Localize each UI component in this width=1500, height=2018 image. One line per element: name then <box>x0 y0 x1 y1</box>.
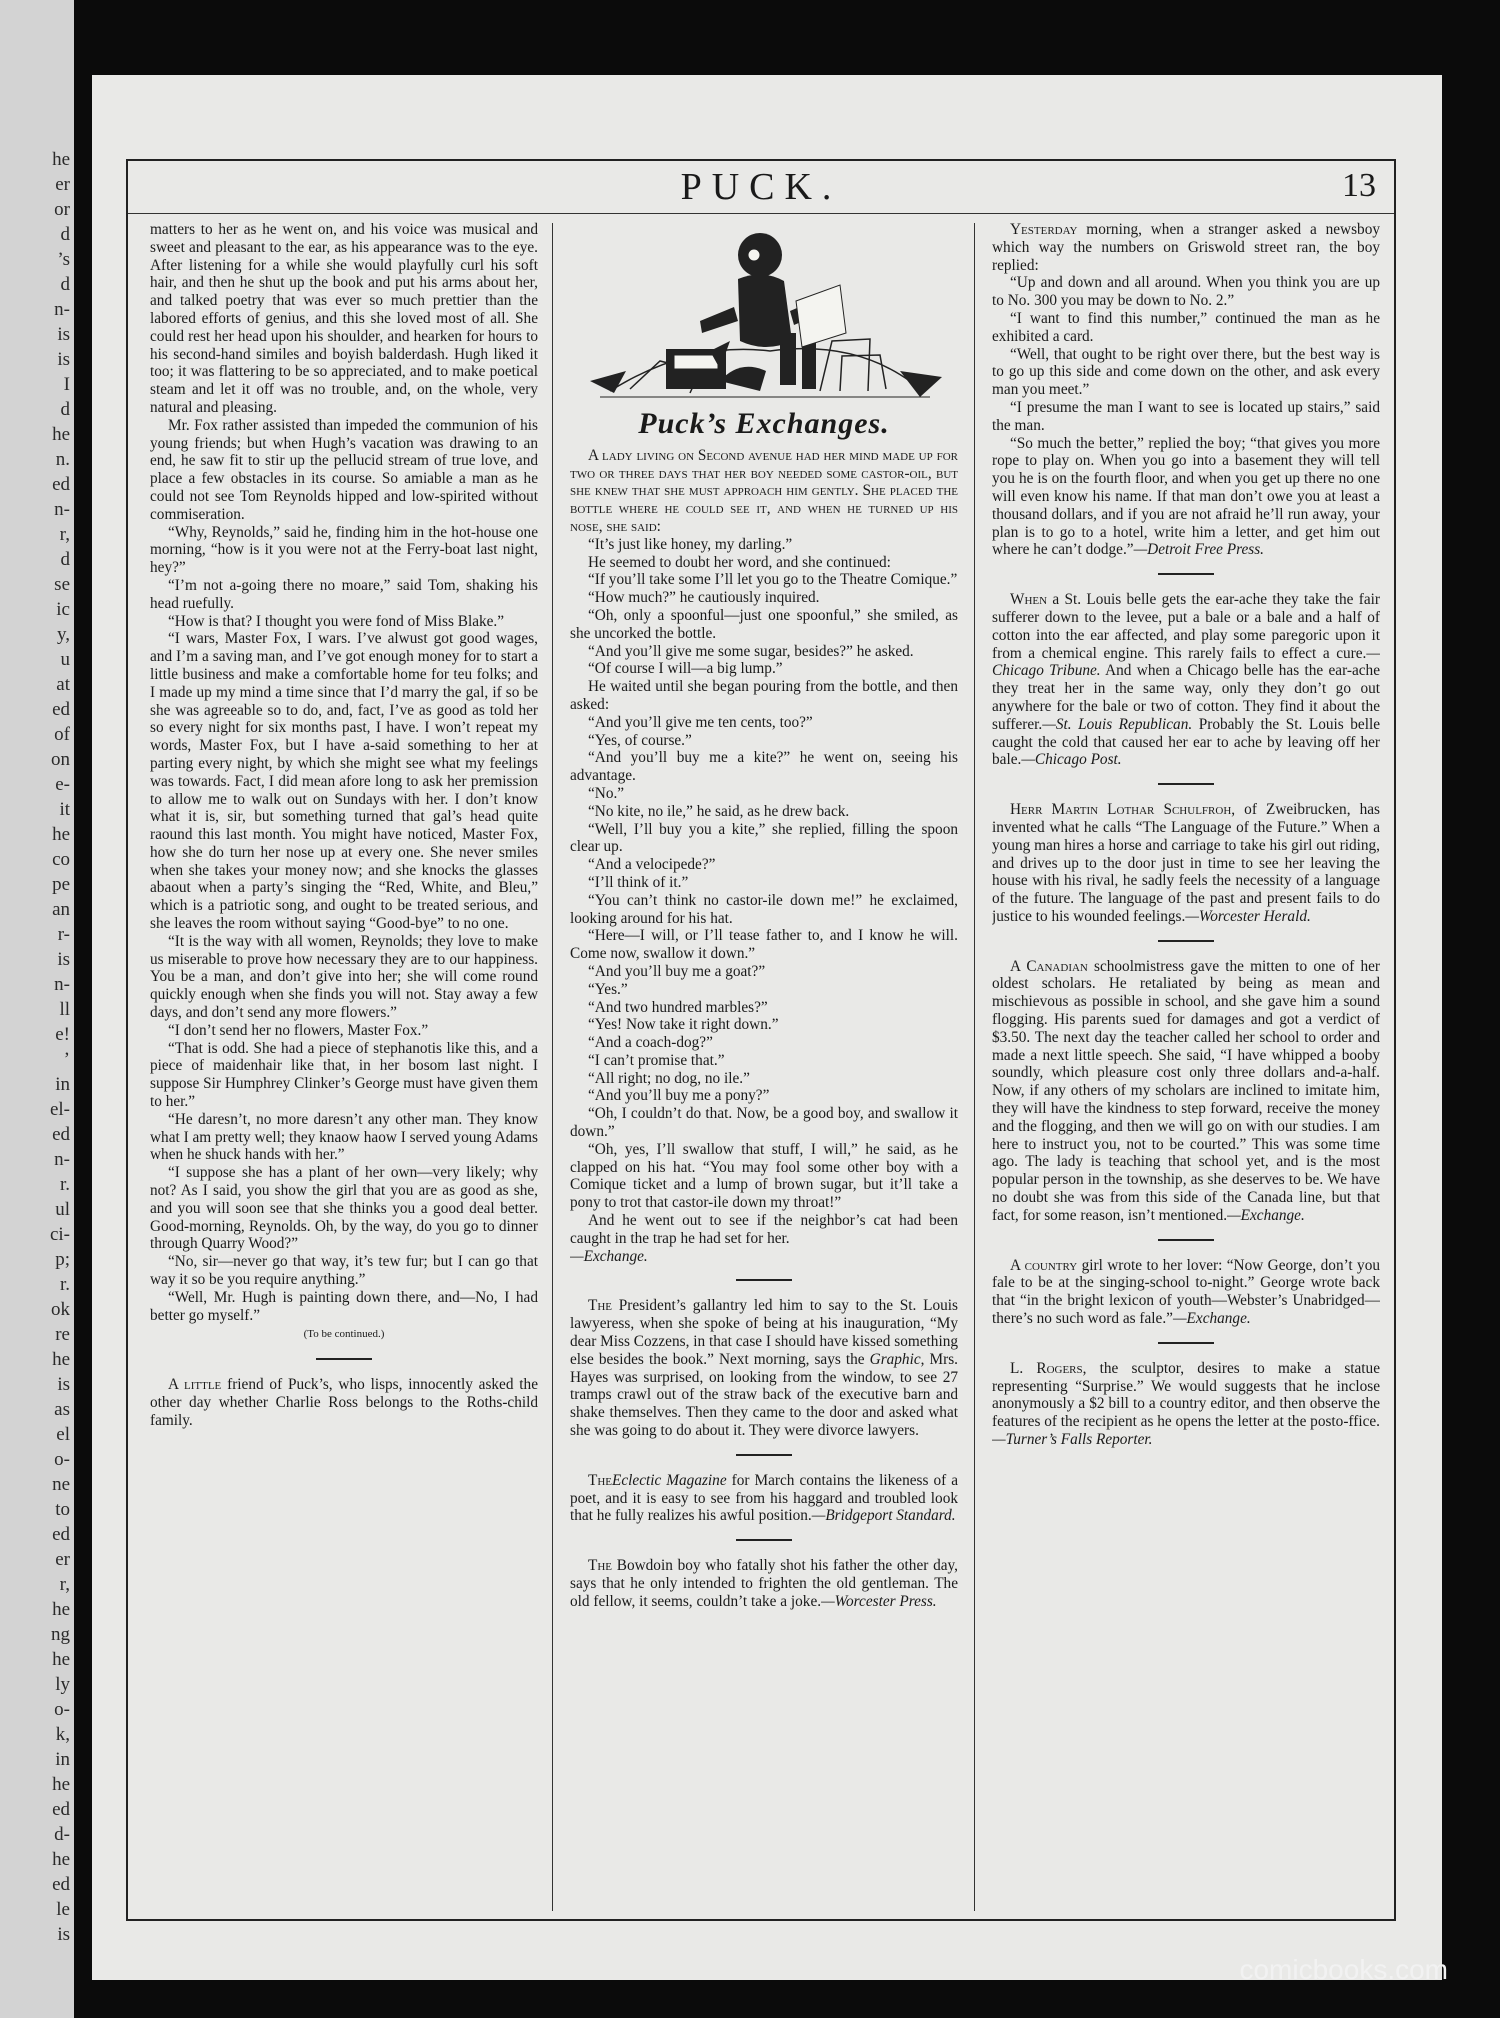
castor-oil-text: “It’s just like honey, my darling.” <box>588 535 793 553</box>
castor-oil-paragraph <box>570 1016 958 1034</box>
story-paragraph-text: “How is that? I thought you were fond of Miss Blake.” <box>168 612 505 630</box>
item-lead: The <box>588 1557 613 1575</box>
prev-page-fragment: he <box>52 1849 70 1870</box>
castor-oil-paragraph <box>570 874 958 892</box>
source-credit: —Exchange. <box>1227 1206 1305 1224</box>
story-paragraph <box>150 524 538 577</box>
story-paragraph <box>150 933 538 1022</box>
item-lead: A Canadian <box>1010 957 1088 975</box>
castor-oil-paragraph <box>570 732 958 750</box>
prev-page-fragment: d <box>60 274 70 295</box>
page-header <box>128 161 1394 214</box>
item-text: friend of Puck’s, who lisps, innocently asked the other day whether Charlie Ross belongs to the Roths-child family. <box>150 1376 538 1429</box>
source-credit: —Exchange. <box>1172 1310 1251 1328</box>
section-title: Puck’s Exchanges. <box>638 407 890 440</box>
to-be-continued <box>150 1326 538 1344</box>
item-text: , the sculptor, desires to make a statue representing “Surprise.” We would suggests that he inclose anonymously a $2 bill to a country editor, and then observe the features of the recipient as he opens the letter at the posto-ffice. <box>992 1359 1380 1431</box>
source-credit: —Detroit Free Press. <box>1133 541 1265 559</box>
prev-page-fragment: ed <box>52 1124 70 1145</box>
prev-page-fragment: se <box>54 574 70 595</box>
prev-page-fragment: it <box>59 799 70 820</box>
divider-rule <box>736 1279 792 1281</box>
castor-oil-text: “Well, I’ll buy you a kite,” she replied, filling the spoon clear up. <box>570 820 958 856</box>
prev-page-fragment: ll <box>59 999 70 1020</box>
page-number: 13 <box>1342 167 1376 204</box>
castor-oil-text: “Oh, only a spoonful—just one spoonful,” she smiled, as she uncorked the bottle. <box>570 606 958 642</box>
newsboy-paragraph <box>992 346 1380 399</box>
prev-page-fragment: ic <box>56 599 70 620</box>
divider-rule <box>1158 1239 1214 1241</box>
prev-page-fragment: n- <box>54 974 70 995</box>
item-charlie-ross <box>150 1376 538 1429</box>
castor-oil-text: “I can’t promise that.” <box>588 1051 725 1069</box>
item-lead: A little <box>168 1376 222 1394</box>
prev-page-fragment: ci- <box>49 1224 70 1245</box>
story-paragraph <box>150 577 538 613</box>
story-paragraph <box>150 613 538 631</box>
item-text: for March contains the likeness of a poet, and it is easy to see from his haggard and troubled look that he fully realizes his awful position. <box>570 1471 958 1525</box>
item-text: schoolmistress gave the mitten to one of her oldest scholars. He retaliated by being as mean and mischievous as possible in school, and she gave him a sound flogging. His parents sued for damages and got a verdict of $3.50. The next day the teacher called her school to order and made a next little speech. She said, “I have whipped a booby soundly, which pleasure cost only three dollars and-a-half. Now, if any others of my scholars are inclined to imitate him, they will have the kindness to step forward, receive the money and the flogging, and then we will go on with our studies. I am here to instruct you, not to be courted.” This was some time ago. The lady is teaching that school yet, and is the most popular person in the township, as she deserves to be. We have no doubt she was from this side of the Canada line, but that fact, for some reason, isn’t mentioned. <box>992 957 1380 1224</box>
prev-page-fragment: ’ <box>63 1049 70 1070</box>
prev-page-fragment: he <box>52 1649 70 1670</box>
item-text: a St. Louis belle gets the ear-ache they take the fair sufferer down to the levee, put a bale or a bale and a half of cotton into the ear affected, and play some paregoric upon it from a chemical engine. This rarely fails to effect a cure. <box>992 591 1380 662</box>
publication-name: Graphic <box>869 1350 921 1368</box>
item-lead: A country <box>1010 1256 1078 1274</box>
story-paragraph-text: Mr. Fox rather assisted than impeded the communion of his young friends; but when Hugh’s vacation was drawing to an end, he saw fit to stir up the pellucid stream of true love, and place a few obstacles in its course. So amiable a man as he could not see Tom Reynolds hipped and low-spirited without commiseration. <box>150 416 538 523</box>
castor-oil-paragraph <box>570 1087 958 1105</box>
prev-page-fragment: el- <box>49 1099 70 1120</box>
prev-page-fragment: le <box>56 1899 70 1920</box>
story-paragraph <box>150 1040 538 1111</box>
prev-page-fragment: e! <box>55 1024 70 1045</box>
castor-oil-paragraph <box>570 856 958 874</box>
castor-oil-text: “Yes! Now take it right down.” <box>588 1016 779 1034</box>
castor-oil-paragraph <box>570 999 958 1017</box>
story-paragraph-text: “That is odd. She had a piece of stephanotis like this, and a piece of maidenhair like that, in her bosom last night. I suppose Sir Humphrey Clinker’s George must have given them to her.” <box>150 1039 538 1111</box>
castor-oil-paragraph <box>570 571 958 589</box>
item-rogers <box>992 1360 1380 1449</box>
newsboy-paragraph <box>992 274 1380 310</box>
newsboy-text: “I want to find this number,” continued the man as he exhibited a card. <box>992 309 1380 345</box>
prev-page-fragment: ok <box>51 1299 70 1320</box>
magazine-page <box>92 75 1442 1980</box>
castor-oil-text: “And you’ll give me some sugar, besides?” he asked. <box>588 642 914 660</box>
previous-page-edge <box>0 0 74 2018</box>
castor-oil-text: He seemed to doubt her word, and she continued: <box>588 553 891 571</box>
item-lead: A lady living on Second avenue had her mind made up for two or three days that her boy needed some castor-oil, but she knew that she must approach him gently. She placed the bottle where he could see it, and when he turned up his nose, she said: <box>570 446 958 535</box>
newsboy-paragraph <box>992 310 1380 346</box>
source-credit: —Exchange. <box>570 1247 648 1265</box>
castor-oil-text: “Oh, I couldn’t do that. Now, be a good boy, and swallow it down.” <box>570 1105 958 1141</box>
prev-page-fragment: ed <box>52 699 70 720</box>
prev-page-fragment: he <box>52 1599 70 1620</box>
column-three <box>992 221 1380 1911</box>
item-stlouis <box>992 591 1380 769</box>
story-paragraph-text: “Well, Mr. Hugh is painting down there, and—No, I had better go myself.” <box>150 1288 538 1324</box>
prev-page-fragment: is <box>57 1924 70 1945</box>
item-lead: The <box>588 1471 613 1489</box>
castor-oil-text: “Oh, yes, I’ll swallow that stuff, I will,” he said, as he clapped on his hat. “You may fool some other boy with a Comique ticket and a lump of brown sugar, but it’ll take a pony to trot that castor-ile down my throat!” <box>570 1140 958 1212</box>
newsboy-text: “So much the better,” replied the boy; “that gives you more rope to play on. When you go into a basement they will tell you he is on the fourth floor, and when you get up there no one will even know his name. If that man don’t owe you at least a thousand dollars, and if you are not afraid he’ll run away, your plan is to go to a hotel, write him a letter, and get him out where he can’t dodge.” <box>992 434 1380 559</box>
source-credit: —Turner’s Falls Reporter. <box>992 1431 1153 1449</box>
castor-oil-text: “And a velocipede?” <box>588 856 716 874</box>
column-one <box>150 221 538 1911</box>
source-line <box>570 1248 958 1266</box>
prev-page-fragment: n- <box>54 299 70 320</box>
item-country <box>992 1257 1380 1328</box>
prev-page-fragment: at <box>56 674 70 695</box>
castor-oil-text: “Here—I will, or I’ll tease father to, and I know he will. Come now, swallow it down.” <box>570 927 958 963</box>
story-paragraph-text: “It is the way with all women, Reynolds; they love to make us miserable to prove how necessary they are to our happiness. You be a man, and don’t give into her; she will come round quickly enough when she finds you will not. Stay away a few days, and don’t send any more flowers.” <box>150 932 538 1022</box>
prev-page-fragment: d <box>60 224 70 245</box>
item-lead: The <box>588 1297 613 1315</box>
prev-page-fragment: ng <box>51 1624 70 1645</box>
column-two <box>570 221 958 1911</box>
castor-oil-text: “Of course I will—a big lump.” <box>588 660 783 678</box>
prev-page-fragment: ed <box>52 1524 70 1545</box>
castor-oil-text: And he went out to see if the neighbor’s cat had been caught in the trap he had set for her. <box>570 1212 958 1247</box>
item-newsboy <box>992 221 1380 274</box>
story-paragraph <box>150 1022 538 1040</box>
source-credit: —Chicago Post. <box>1021 751 1122 769</box>
exchanges-illustration <box>570 221 958 409</box>
castor-oil-paragraph <box>570 1034 958 1052</box>
story-paragraph <box>150 1111 538 1164</box>
prev-page-fragment: he <box>52 1774 70 1795</box>
divider-rule <box>736 1454 792 1456</box>
castor-oil-paragraph <box>570 678 958 714</box>
castor-oil-text: “And you’ll buy me a pony?” <box>588 1087 770 1105</box>
castor-oil-text: “And a coach-dog?” <box>588 1034 713 1052</box>
castor-oil-paragraph <box>570 1141 958 1212</box>
column-rule-left <box>552 223 553 1911</box>
prev-page-fragment: ne <box>52 1474 70 1495</box>
castor-oil-paragraph <box>570 963 958 981</box>
prev-page-fragment: d <box>60 549 70 570</box>
source-credit: —St. Louis Republican. <box>1042 715 1193 733</box>
castor-oil-paragraph <box>570 554 958 572</box>
castor-oil-paragraph <box>570 749 958 785</box>
prev-page-fragment: r. <box>59 1174 70 1195</box>
castor-oil-text: “No.” <box>588 784 625 802</box>
castor-oil-paragraph <box>570 1052 958 1070</box>
castor-oil-paragraph <box>570 821 958 857</box>
prev-page-fragment: k, <box>55 1724 70 1745</box>
item-lead: Herr Martin Lothar Schulfroh <box>1010 801 1232 819</box>
prev-page-fragment: ed <box>52 1799 70 1820</box>
prev-page-fragment: an <box>52 899 70 920</box>
item-text: , of Zweibrucken, has invented what he calls “The Language of the Future.” When a young man hires a horse and carriage to take his girl out riding, and drives up to the door just in time to see her leaving the house with his rival, he sadly feels the necessity of a language of the future. The language of the past and present fails to do justice to his wounded feelings. <box>992 801 1380 925</box>
newsboy-text: “Well, that ought to be right over there, but the best way is to go up this side and come down on the other, and ask every man you meet.” <box>992 345 1380 399</box>
item-text: And when a Chicago belle has the ear-ache they treat her in the same way, only they don’t go out anywhere for the bale or two of cotton. They find it about the sufferer. <box>992 662 1380 733</box>
castor-oil-text: “Yes.” <box>588 980 628 998</box>
divider-rule <box>316 1358 372 1360</box>
prev-page-fragment: he <box>52 149 70 170</box>
prev-page-fragment: er <box>55 1549 70 1570</box>
prev-page-fragment: ed <box>52 474 70 495</box>
castor-oil-paragraph <box>570 785 958 803</box>
prev-page-fragment: re <box>55 1324 70 1345</box>
item-lead: Yesterday <box>1010 221 1078 238</box>
story-paragraph-text: matters to her as he went on, and his voice was musical and sweet and pleasant to the ear, as his appearance was to the eye. After listening for a while she would playfully curl his soft hair, and then he shut up the book and put his arms about her, and talked poetry that was ever so much prettier than the labored efforts of genius, and this she loved most of all. She could rest her head upon his shoulder, and hearken for hours to his second-hand similes and boyish balderdash. Hugh liked it too; it was flattering to be so appreciated, and to make poetical steam and let it off was no trouble, and, on the whole, very natural and pleasing. <box>150 221 538 416</box>
prev-page-fragment: ’s <box>57 249 70 270</box>
item-text: girl wrote to her lover: “Now George, don’t you fale to be at the singing-school to-night.” George wrote back that “in the bright lexicon of youth—Webster’s Unabridged—there’s no such word as fale.” <box>992 1256 1380 1328</box>
castor-oil-text: “Yes, of course.” <box>588 731 692 749</box>
prev-page-fragment: el <box>56 1424 70 1445</box>
castor-oil-paragraph <box>570 981 958 999</box>
item-president <box>570 1297 958 1439</box>
castor-oil-text: “No kite, no ile,” he said, as he drew back. <box>588 802 850 820</box>
to-be-continued-text: (To be continued.) <box>303 1328 385 1341</box>
prev-page-fragment: r. <box>59 1274 70 1295</box>
story-paragraph <box>150 630 538 933</box>
prev-page-fragment: pe <box>52 874 70 895</box>
castor-oil-paragraph <box>570 803 958 821</box>
castor-oil-text: “I’ll think of it.” <box>588 873 689 891</box>
item-lead: When <box>1010 591 1048 609</box>
divider-rule <box>1158 940 1214 942</box>
prev-page-fragment: is <box>57 1374 70 1395</box>
prev-page-fragment: ly <box>55 1674 70 1695</box>
castor-oil-text: He waited until she began pouring from the bottle, and then asked: <box>570 678 958 713</box>
castor-oil-text: “All right; no dog, no ile.” <box>588 1069 750 1087</box>
prev-page-fragment: r, <box>59 1574 70 1595</box>
castor-oil-paragraph <box>570 714 958 732</box>
site-watermark: comicbooks.com <box>1239 1954 1448 1985</box>
story-paragraph <box>150 1289 538 1325</box>
castor-oil-paragraph <box>570 660 958 678</box>
castor-oil-text: “How much?” he cautiously inquired. <box>588 589 820 607</box>
item-text: morning, when a stranger asked a newsboy which way the numbers on Griswold street ran, the boy replied: <box>992 221 1380 274</box>
prev-page-fragment: d <box>60 399 70 420</box>
prev-page-fragment: of <box>54 724 70 745</box>
castor-oil-paragraph <box>570 892 958 928</box>
castor-oil-text: “And you’ll buy me a goat?” <box>588 962 766 980</box>
castor-oil-text: “You can’t think no castor-ile down me!” he exclaimed, looking around for his hat. <box>570 891 958 927</box>
story-paragraph-text: “I don’t send her no flowers, Master Fox.” <box>168 1021 429 1039</box>
prev-page-fragment: y, <box>56 624 70 645</box>
prev-page-fragment: to <box>55 1499 70 1520</box>
story-paragraph <box>150 1253 538 1289</box>
cherub-reading-papers-icon <box>570 221 958 409</box>
prev-page-fragment: he <box>52 1349 70 1370</box>
prev-page-fragment: ed <box>52 1874 70 1895</box>
page-frame <box>126 159 1396 1921</box>
castor-oil-text: “And you’ll buy me a kite?” he went on, seeing his advantage. <box>570 749 958 785</box>
prev-page-fragment: as <box>54 1399 70 1420</box>
castor-oil-paragraph <box>570 1212 958 1248</box>
newsboy-text: “I presume the man I want to see is located up stairs,” said the man. <box>992 398 1380 434</box>
masthead-title: PUCK. <box>680 166 842 208</box>
story-paragraph-text: “I’m not a-going there no moare,” said Tom, shaking his head ruefully. <box>150 576 538 612</box>
story-paragraph-text: “I suppose she has a plant of her own—very likely; why not? As I said, you show the girl that you are as good as she, and you will soon see that she thinks you a good deal better. Good-morning, Reynolds. Oh, by the way, do you go to dinner through Quarry Wood?” <box>150 1164 538 1253</box>
castor-oil-paragraph <box>570 607 958 643</box>
prev-page-fragment: is <box>57 949 70 970</box>
source-credit: —Chicago Tribune. <box>992 644 1380 680</box>
item-lead: L. Rogers <box>1010 1359 1083 1377</box>
castor-oil-text: “If you’ll take some I’ll let you go to the Theatre Comique.” <box>588 571 958 589</box>
prev-page-fragment: he <box>52 424 70 445</box>
source-credit: —Worcester Herald. <box>1185 907 1311 925</box>
prev-page-fragment: n. <box>55 449 70 470</box>
column-two-body <box>570 447 958 1611</box>
prev-page-fragment: p; <box>55 1249 70 1270</box>
story-paragraph-text: “I wars, Master Fox, I wars. I’ve alwust got good wages, and I’m a saving man, and I’ve got enough money for to start a little business and make a comfortable home for teu folks; and I made up my mind a time since that I’d marry the gal, if so be she was agreeable so to do, and, fact, I’ve as good as told her so every night for six months past, I have. I won’t repeat my words, Master Fox, but I have a-said something to her at parting every night, by which she might see what my feelings was towards. Fact, I did mean afore long to ask her premission to allow me to walk out on Sundays with her. I don’t know what it is, sir, but something turned that gal’s head quite raound this last month. You might have noticed, Master Fox, how she do turn her nose up at every one. She never smiles when she takes your money now; and she knocks the glasses abaout when a party’s singing the “Red, White, and Bleu,” which is a patriotic song, and ought to be treated serious, and she leaves the room without saying “Good-bye” to no one. <box>150 630 538 933</box>
divider-rule <box>1158 573 1214 575</box>
newsboy-paragraph <box>992 435 1380 560</box>
item-text: President’s gallantry led him to say to the St. Louis lawyeress, when she spoke of being at his inauguration, “My dear Miss Cozzens, in that case I should have kissed something else besides the book.” Next morning, says the <box>570 1297 958 1368</box>
item-text: , Mrs. Hayes was surprised, on looking from the window, to see 27 tramps crawl out of the straw back of the executive barn and shake themselves. Then they came to the door and asked what she was going to do about it. They were divorce lawyers. <box>570 1350 958 1440</box>
story-paragraph <box>150 221 538 417</box>
castor-oil-paragraph <box>570 1105 958 1141</box>
item-text: Bowdoin boy who fatally shot his father the other day, says that he only intended to frighten the old gentleman. The old fellow, it seems, couldn’t take a joke. <box>570 1557 958 1610</box>
publication-name: Eclectic Magazine <box>612 1471 727 1489</box>
prev-page-fragment: o- <box>54 1699 70 1720</box>
prev-page-fragment: ul <box>55 1199 70 1220</box>
newsboy-text: “Up and down and all around. When you think you are up to No. 300 you may be down to No. 2.” <box>992 274 1380 310</box>
prev-page-fragment: r, <box>59 524 70 545</box>
prev-page-fragment: d- <box>54 1824 70 1845</box>
item-eclectic <box>570 1472 958 1525</box>
castor-oil-paragraph <box>570 643 958 661</box>
column-rule-right <box>974 223 975 1911</box>
story-paragraph <box>150 1164 538 1253</box>
castor-oil-paragraph <box>570 589 958 607</box>
divider-rule <box>736 1539 792 1541</box>
item-herr <box>992 801 1380 926</box>
prev-page-fragment: n- <box>54 499 70 520</box>
newsboy-paragraph <box>992 399 1380 435</box>
castor-oil-paragraph <box>570 536 958 554</box>
prev-page-fragment: is <box>57 324 70 345</box>
castor-oil-text: “And two hundred marbles?” <box>588 998 768 1016</box>
castor-oil-text: “And you’ll give me ten cents, too?” <box>588 713 813 731</box>
prev-page-fragment: n- <box>54 1149 70 1170</box>
story-paragraph-text: “He daresn’t, no more daresn’t any other man. They know what I am pretty well; they knaow haow I served young Adams when he shuck hands with her.” <box>150 1110 538 1164</box>
castor-oil-paragraph <box>570 447 958 536</box>
castor-oil-paragraph <box>570 1070 958 1088</box>
prev-page-fragment: on <box>51 749 70 770</box>
prev-page-fragment: co <box>52 849 70 870</box>
prev-page-fragment: is <box>57 349 70 370</box>
prev-page-fragment: I <box>63 374 70 395</box>
story-paragraph-text: “Why, Reynolds,” said he, finding him in the hot-house one morning, “how is it you were not at the Ferry-boat last night, hey?” <box>150 523 538 577</box>
item-canadian <box>992 958 1380 1225</box>
source-credit: —Bridgeport Standard. <box>811 1507 956 1525</box>
prev-page-fragment: in <box>55 1074 70 1095</box>
story-paragraph-text: “No, sir—never go that way, it’s tew fur; but I can go that way it so be you require anything.” <box>150 1253 538 1289</box>
prev-page-fragment: r- <box>57 924 70 945</box>
divider-rule <box>1158 783 1214 785</box>
source-credit: —Worcester Press. <box>821 1592 937 1610</box>
prev-page-fragment: in <box>55 1749 70 1770</box>
prev-page-fragment: er <box>55 174 70 195</box>
item-bowdoin <box>570 1557 958 1610</box>
divider-rule <box>1158 1342 1214 1344</box>
prev-page-fragment: e- <box>55 774 70 795</box>
item-text: Probably the St. Louis belle caught the cold that caused her ear to ache by leaving off her bale. <box>992 715 1380 769</box>
prev-page-fragment: he <box>52 824 70 845</box>
prev-page-fragment: or <box>54 199 70 220</box>
castor-oil-paragraph <box>570 927 958 963</box>
prev-page-fragment: u <box>60 649 70 670</box>
story-paragraph <box>150 417 538 524</box>
prev-page-fragment: o- <box>54 1449 70 1470</box>
